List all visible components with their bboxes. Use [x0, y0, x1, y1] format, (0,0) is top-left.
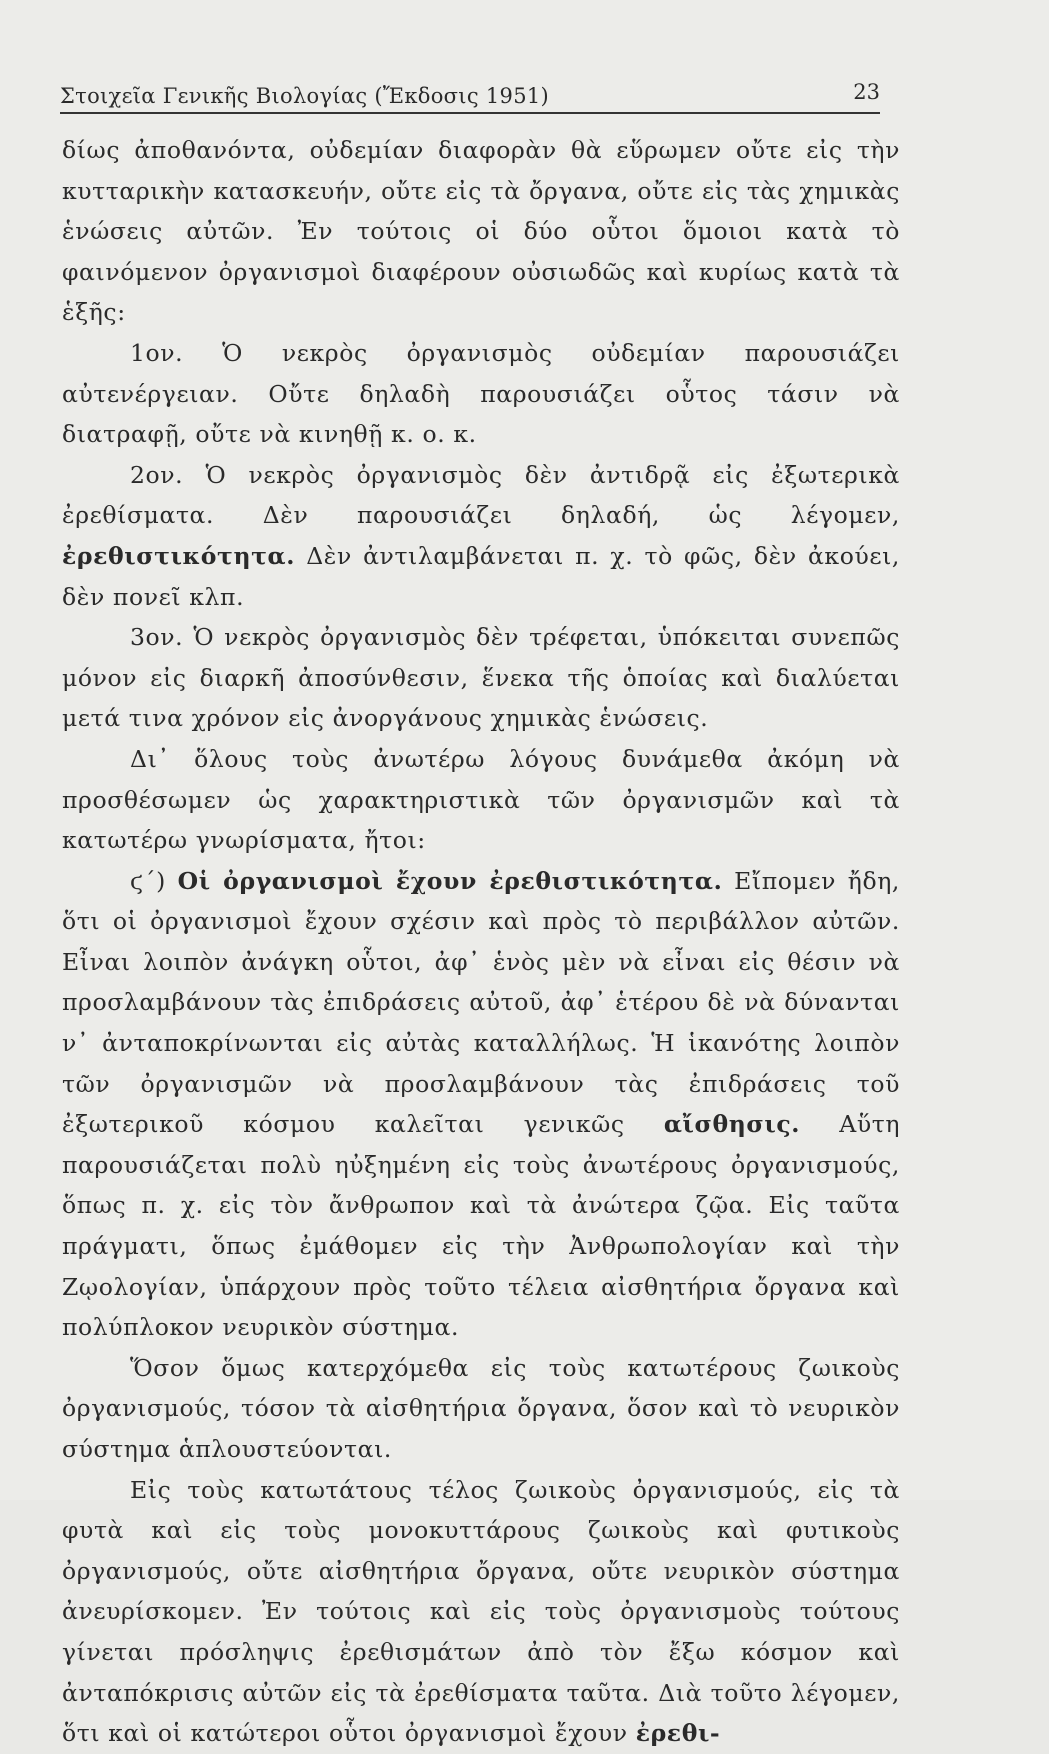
paragraph-point-1 — [62, 333, 900, 455]
paragraph-lowest-organisms — [62, 1470, 900, 1754]
paragraph-text: 3ον. Ὁ νεκρὸς ὀργανισμὸς δὲν τρέφεται, ὑπόκειται συνεπῶς μόνον εἰς διαρκῆ ἀποσύνθεσιν, ἕνεκα τῆς ὁποίας καὶ διαλύεται μετά τινα χρόνον εἰς ἀνοργάνους χημικὰς ἑνώσεις. — [62, 623, 900, 733]
paragraph-text: Εἴπομεν ἤδη, ὅτι οἱ ὀργανισμοὶ ἔχουν σχέσιν καὶ πρὸς τὸ περιβάλλον αὐτῶν. Εἶναι λοιπὸν ἀνάγκη οὗτοι, ἀφ᾽ ἑνὸς μὲν νὰ εἶναι εἰς θέσιν νὰ προσλαμβάνουν τὰς ἐπιδράσεις αὐτοῦ, ἀφ᾽ ἑτέρου δὲ νὰ δύνανται ν᾽ ἀνταποκρίνωνται εἰς αὐτὰς καταλλήλως. Ἡ ἱκανότης λοιπὸν τῶν ὀργανισμῶν νὰ προσλαμβάνουν τὰς ἐπιδράσεις τοῦ ἐξωτερικοῦ κόσμου καλεῖται γενικῶς — [62, 866, 900, 1139]
paragraph-text: Δὲν ἀντιλαμβάνεται π. χ. τὸ φῶς, δὲν ἀκούει, δὲν πονεῖ κλπ. — [62, 541, 900, 611]
paragraph-continuation — [62, 130, 900, 333]
paragraph-text: 2ον. Ὁ νεκρὸς ὀργανισμὸς δὲν ἀντιδρᾷ εἰς ἐξωτερικὰ ἐρεθίσματα. Δὲν παρουσιάζει δηλαδή, ὡς λέγομεν, — [62, 460, 900, 530]
page-number: 23 — [853, 80, 880, 104]
paragraph-text: 1ον. Ὁ νεκρὸς ὀργανισμὸς οὐδεμίαν παρουσιάζει αὐτενέργειαν. Οὔτε δηλαδὴ παρουσιάζει οὗτος τάσιν νὰ διατραφῇ, οὔτε νὰ κινηθῇ κ. ο. κ. — [62, 338, 900, 449]
bold-term: αἴσθησις. — [663, 1110, 801, 1139]
bold-term: ἐρεθι- — [635, 1719, 721, 1748]
paragraph-summary — [62, 739, 900, 861]
section-heading: Οἱ ὀργανισμοὶ ἔχουν ἐρεθιστικότητα. — [177, 866, 723, 895]
section-marker: ϛ΄) — [130, 866, 178, 895]
paragraph-lower-organisms — [62, 1348, 900, 1470]
paragraph-point-3 — [62, 617, 900, 739]
paragraph-text: Εἰς τοὺς κατωτάτους τέλος ζωικοὺς ὀργανισμούς, εἰς τὰ φυτὰ καὶ εἰς τοὺς μονοκυττάρους ζωικοὺς καὶ φυτικοὺς ὀργανισμούς, οὔτε αἰσθητήρια ὄργανα, οὔτε νευρικὸν σύστημα ἀνευρίσκομεν. Ἐν τούτοις καὶ εἰς τοὺς ὀργανισμοὺς τούτους γίνεται πρόσληψις ἐρεθισμάτων ἀπὸ τὸν ἔξω κόσμον καὶ ἀνταπόκρισις αὐτῶν εἰς τὰ ἐρεθίσματα ταῦτα. Διὰ τοῦτο λέγομεν, ὅτι καὶ οἱ κατώτεροι οὗτοι ὀργανισμοὶ ἔχουν — [62, 1475, 900, 1748]
page-body — [62, 130, 900, 1754]
paragraph-text: Δι᾽ ὅλους τοὺς ἀνωτέρω λόγους δυνάμεθα ἀκόμη νὰ προσθέσωμεν ὡς χαρακτηριστικὰ τῶν ὀργανισμῶν καὶ τὰ κατωτέρω γνωρίσματα, ἤτοι: — [62, 744, 900, 855]
paragraph-text: Ὅσον ὅμως κατερχόμεθα εἰς τοὺς κατωτέρους ζωικοὺς ὀργανισμούς, τόσον τὰ αἰσθητήρια ὄργανα, ὅσον καὶ τὸ νευρικὸν σύστημα ἁπλουστεύονται. — [62, 1353, 900, 1463]
paragraph-text: δίως ἀποθανόντα, οὐδεμίαν διαφορὰν θὰ εὕρωμεν οὔτε εἰς τὴν κυτταρικὴν κατασκευήν, οὔτε εἰς τὰ ὄργανα, οὔτε εἰς τὰς χημικὰς ἑνώσεις αὐτῶν. Ἐν τούτοις οἱ δύο οὗτοι ὅμοιοι κατὰ τὸ φαινόμενον ὀργανισμοὶ διαφέρουν οὐσιωδῶς καὶ κυρίως κατὰ τὰ ἑξῆς: — [62, 136, 900, 327]
paragraph-point-2 — [62, 455, 900, 617]
running-title: Στοιχεῖα Γενικῆς Βιολογίας (Ἔκδοσις 1951) — [60, 84, 550, 108]
bold-term: ἐρεθιστικότητα. — [62, 541, 296, 570]
section-irritability — [62, 861, 900, 1348]
page-header — [60, 78, 880, 114]
paragraph-text: Αὕτη παρουσιάζεται πολὺ ηὐξημένη εἰς τοὺς ἀνωτέρους ὀργανισμούς, ὅπως π. χ. εἰς τὸν ἄνθρωπον καὶ τὰ ἀνώτερα ζῷα. Εἰς ταῦτα πράγματι, ὅπως ἐμάθομεν εἰς τὴν Ἀνθρωπολογίαν καὶ τὴν Ζῳολογίαν, ὑπάρχουν πρὸς τοῦτο τέλεια αἰσθητήρια ὄργανα καὶ πολύπλοκον νευρικὸν σύστημα. — [62, 1110, 900, 1342]
